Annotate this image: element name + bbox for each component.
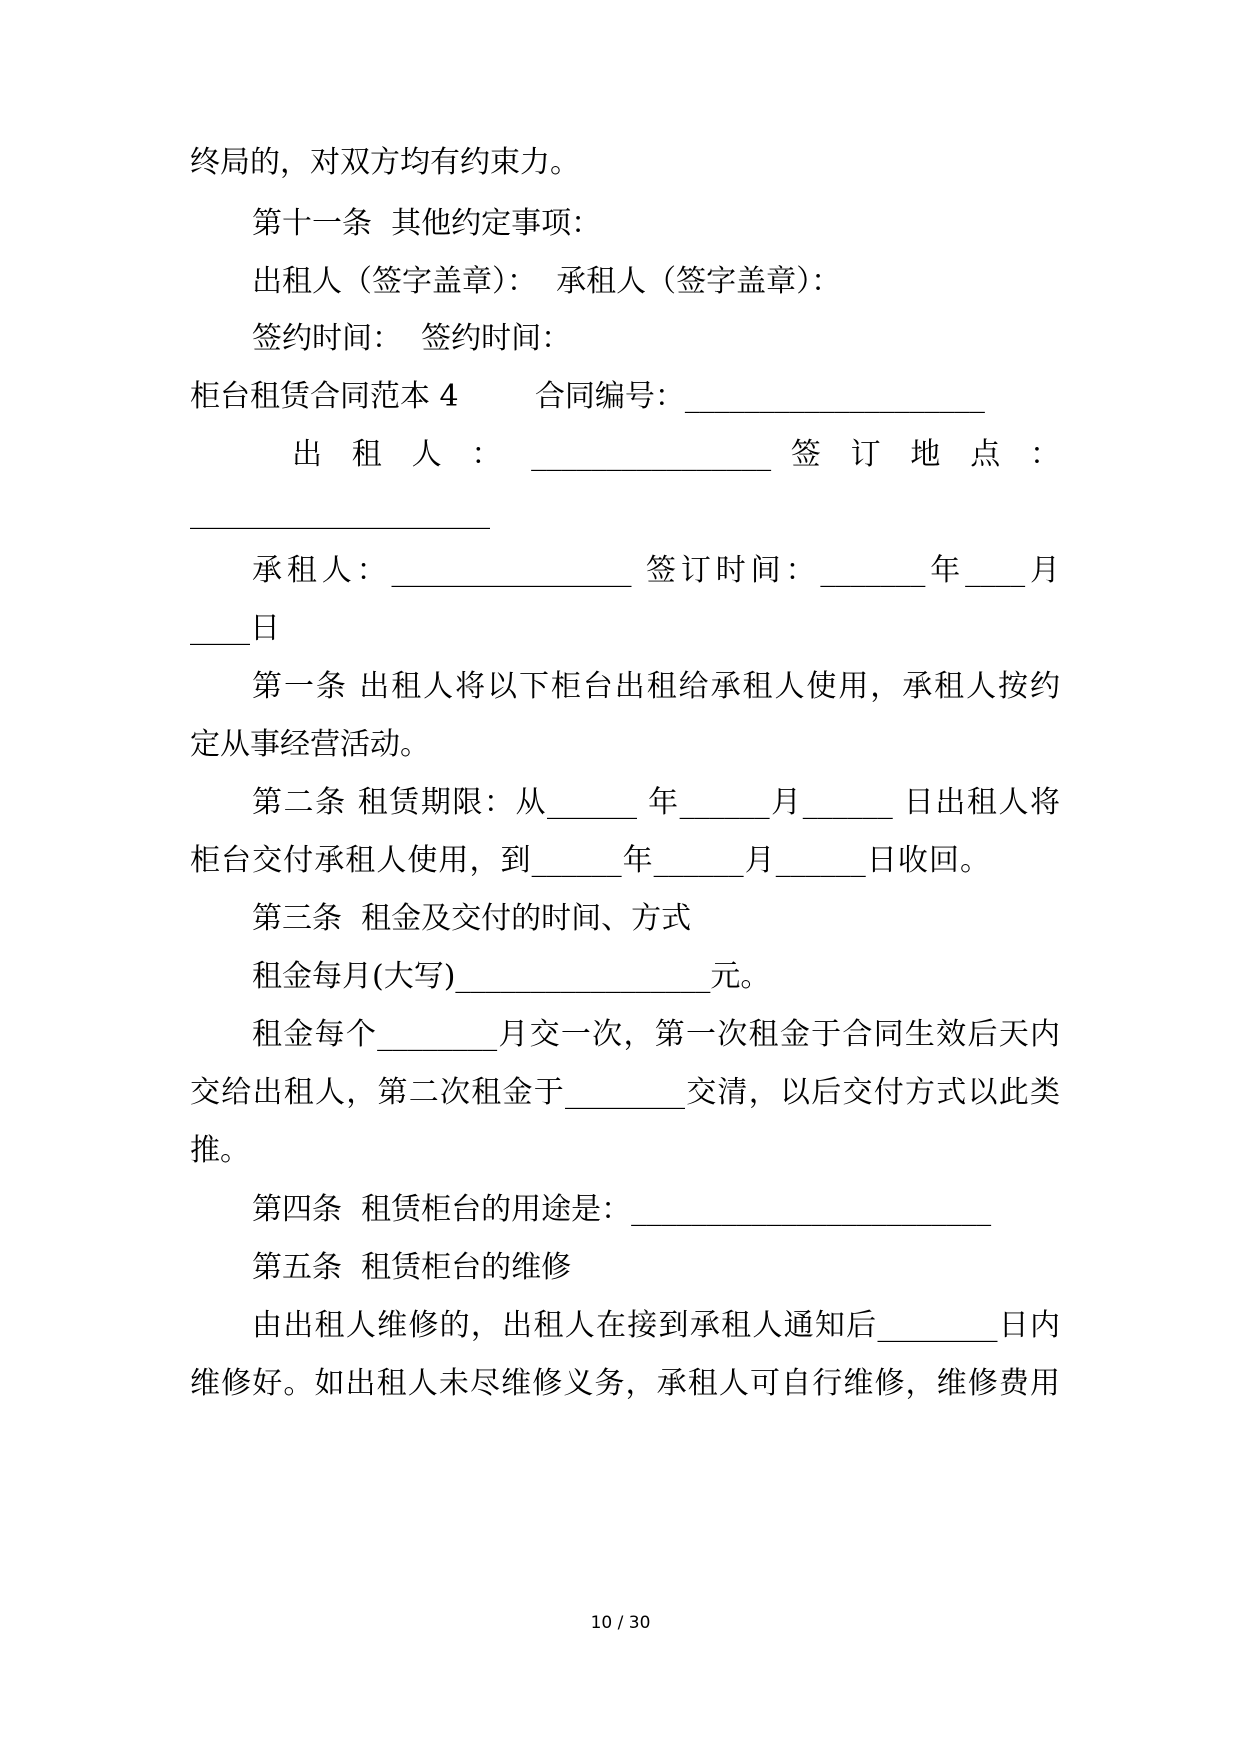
lessee-line: 承租人：________________ 签订时间：_______年____月 [252,553,1060,588]
date-continuation: ____日 [190,611,280,646]
article-two-continuation: 柜台交付承租人使用，到______年______月______日收回。 [190,843,990,878]
article-eleven-heading: 第十一条 其他约定事项： [252,206,602,241]
maintenance-continuation: 维修好。如出租人未尽维修义务，承租人可自行维修，维修费用 [190,1366,1060,1401]
signing-time-line: 签约时间： 签约时间： [252,321,572,356]
article-five-heading: 第五条 租赁柜台的维修 [252,1250,572,1285]
page-number: 10 / 30 [590,1613,651,1633]
paragraph-line: 终局的，对双方均有约束力。 [190,145,580,180]
article-one-continuation: 定从事经营活动。 [190,727,430,762]
article-four-line: 第四条 租赁柜台的用途是：________________________ [252,1192,992,1227]
template-title-line: 柜台租赁合同范本 4 合同编号：____________________ [190,379,985,414]
monthly-rent-line: 租金每月(大写)_________________元。 [252,959,771,994]
signature-line: 出租人（签字盖章）： 承租人（签字盖章）： [252,264,842,299]
article-one-line: 第一条 出租人将以下柜台出租给承租人使用，承租人按约 [252,669,1060,704]
article-three-heading: 第三条 租金及交付的时间、方式 [252,901,692,936]
lessor-line: 出 租 人 ： ________________ 签 订 地 点 ： [292,437,1060,472]
payment-line: 租金每个________月交一次，第一次租金于合同生效后天内 [252,1017,1060,1052]
maintenance-line: 由出租人维修的，出租人在接到承租人通知后________日内 [252,1308,1060,1343]
signing-place-blank: ____________________ [190,495,490,530]
article-two-line: 第二条 租赁期限：从______ 年______月______ 日出租人将 [252,785,1060,820]
payment-continuation: 交给出租人，第二次租金于________交清，以后交付方式以此类 [190,1075,1060,1110]
payment-end: 推。 [190,1133,250,1168]
